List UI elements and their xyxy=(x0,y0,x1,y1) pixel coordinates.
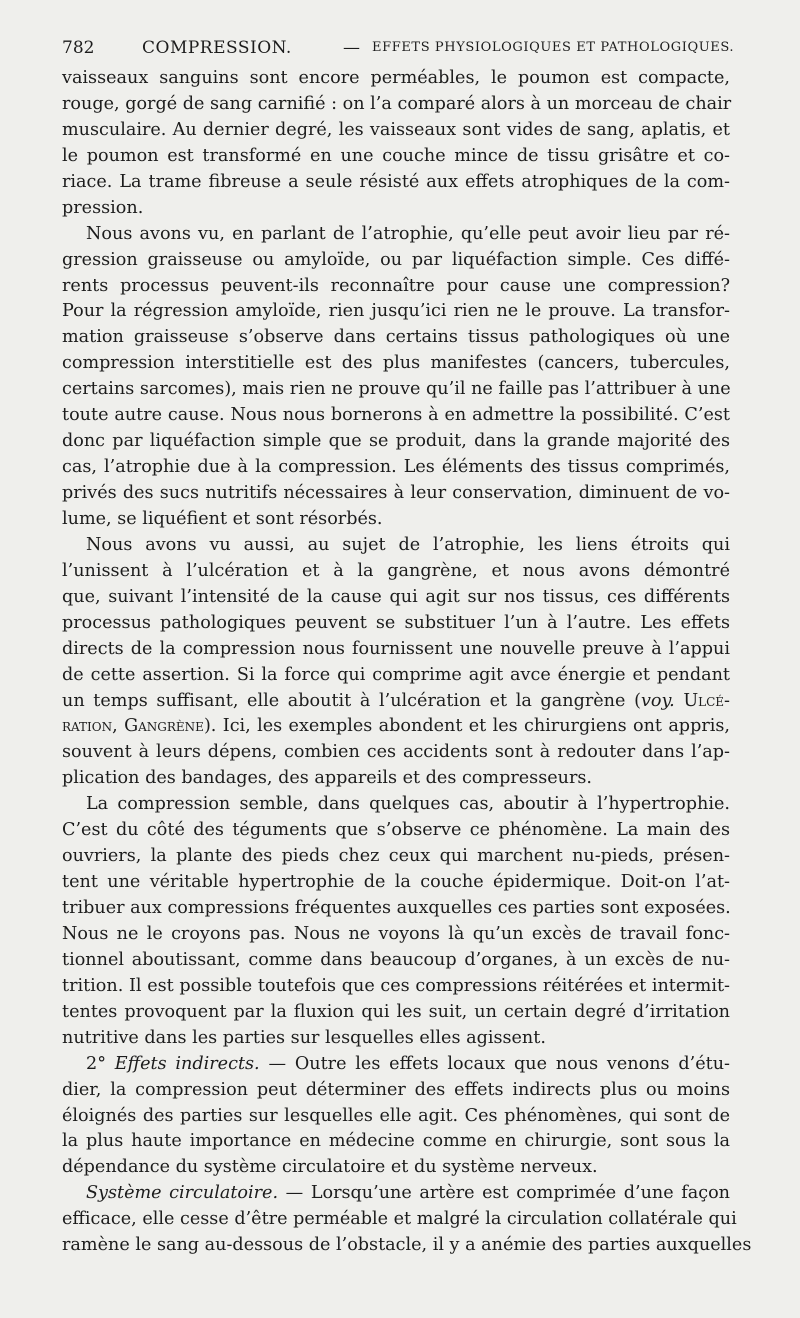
text-line xyxy=(62,637,730,663)
text-line xyxy=(62,714,730,740)
small-caps-text: ration, Gangrène xyxy=(62,716,204,737)
text-line xyxy=(62,559,730,585)
text-line xyxy=(62,377,730,403)
line-text: la plus haute importance en médecine comme en chirurgie, sont sous la xyxy=(62,1131,730,1152)
text-line xyxy=(62,455,730,481)
italic-text: voy. xyxy=(640,690,675,711)
text-line xyxy=(62,1052,730,1078)
line-text: lume, se liquéfient et sont résorbés. xyxy=(62,508,383,529)
line-text: tent une véritable hypertrophie de la couche épidermique. Doit-on l’at- xyxy=(62,872,730,893)
text-line xyxy=(62,325,730,351)
running-title: COMPRESSION. xyxy=(142,38,292,58)
line-text: rents processus peuvent-ils reconnaître pour cause une compression? xyxy=(62,275,730,296)
line-text: dier, la compression peut déterminer des effets indirects plus ou moins xyxy=(62,1079,730,1100)
italic-text: Système circulatoire. xyxy=(86,1183,279,1204)
line-text: un temps suffisant, elle aboutit à l’ulcération et la gangrène ( xyxy=(62,690,641,711)
small-caps-text: Ulcé- xyxy=(674,690,731,711)
line-text: musculaire. Au dernier degré, les vaisseaux sont vides de sang, aplatis, et xyxy=(62,119,730,140)
line-text-tail: — Lorsqu’une artère est comprimée d’une façon xyxy=(278,1183,731,1204)
line-text: La compression semble, dans quelques cas, aboutir à l’hypertrophie. xyxy=(86,794,730,815)
text-line xyxy=(62,351,730,377)
line-text: plication des bandages, des appareils et des compresseurs. xyxy=(62,768,593,789)
line-text-tail: ). Ici, les exemples abondent et les chirurgiens ont appris, xyxy=(203,716,730,737)
line-text: l’unissent à l’ulcération et à la gangrène, et nous avons démontré xyxy=(62,560,730,581)
page-number: 782 xyxy=(62,38,95,58)
line-text: trition. Il est possible toutefois que ces compressions réitérées et intermit- xyxy=(62,975,730,996)
text-line xyxy=(62,403,730,429)
line-text: nutritive dans les parties sur lesquelles elles agissent. xyxy=(62,1027,546,1048)
line-text: pression. xyxy=(62,197,144,218)
text-line xyxy=(62,896,730,922)
text-line xyxy=(62,1129,730,1155)
text-line xyxy=(62,248,730,274)
line-text: privés des sucs nutritifs nécessaires à leur conservation, diminuent de vo- xyxy=(62,483,730,503)
text-line xyxy=(62,429,730,455)
text-line xyxy=(62,740,730,766)
text-line xyxy=(62,274,730,300)
line-text: Nous avons vu, en parlant de l’atrophie, qu’elle peut avoir lieu par ré- xyxy=(86,223,730,244)
text-line xyxy=(62,1104,730,1130)
line-text: mation graisseuse s’observe dans certains tissus pathologiques où une xyxy=(62,327,730,348)
line-text: gression graisseuse ou amyloïde, ou par liquéfaction simple. Ces diffé- xyxy=(62,249,730,270)
line-text: certains sarcomes), mais rien ne prouve qu’il ne faille pas l’attribuer à une xyxy=(62,379,731,400)
line-text: C’est du côté des téguments que s’observe ce phénomène. La main des xyxy=(62,820,730,841)
text-line xyxy=(62,481,730,507)
text-line xyxy=(62,818,730,844)
line-text: Nous avons vu aussi, au sujet de l’atrophie, les liens étroits qui xyxy=(86,534,730,555)
text-line xyxy=(62,222,730,248)
line-text: compression interstitielle est des plus manifestes (cancers, tubercules, xyxy=(62,353,730,374)
text-line xyxy=(62,974,730,1000)
text-line xyxy=(62,1000,730,1026)
line-text: 2° xyxy=(86,1053,115,1074)
text-line xyxy=(62,299,730,325)
line-text: le poumon est transformé en une couche mince de tissu grisâtre et co- xyxy=(62,145,730,166)
running-subtitle: EFFETS PHYSIOLOGIQUES ET PATHOLOGIQUES. xyxy=(372,40,735,55)
text-line xyxy=(62,1181,730,1207)
line-text: directs de la compression nous fournissent une nouvelle preuve à l’appui xyxy=(62,638,730,659)
line-text: tribuer aux compressions fréquentes auxquelles ces parties sont exposées. xyxy=(62,898,731,918)
line-text: Nous ne le croyons pas. Nous ne voyons là qu’un excès de travail fonc- xyxy=(62,923,730,944)
line-text: processus pathologiques peuvent se substituer l’un à l’autre. Les effets xyxy=(62,612,730,633)
text-line xyxy=(62,1026,730,1052)
line-text-tail: — Outre les effets locaux que nous venons d’étu- xyxy=(259,1053,730,1074)
text-line xyxy=(62,611,730,637)
text-line xyxy=(62,533,730,559)
text-line xyxy=(62,689,730,715)
line-text: éloignés des parties sur lesquelles elle agit. Ces phénomènes, qui sont de xyxy=(62,1105,730,1126)
line-text: de cette assertion. Si la force qui comprime agit avce énergie et pendant xyxy=(62,664,730,685)
line-text: que, suivant l’intensité de la cause qui agit sur nos tissus, ces différents xyxy=(62,586,730,607)
line-text: ouvriers, la plante des pieds chez ceux qui marchent nu-pieds, présen- xyxy=(62,846,730,867)
header-dash: — xyxy=(343,38,360,58)
text-line xyxy=(62,1233,752,1259)
line-text: vaisseaux sanguins sont encore perméables, le poumon est compacte, xyxy=(62,68,730,88)
line-text: dépendance du système circulatoire et du système nerveux. xyxy=(62,1157,598,1178)
text-line xyxy=(62,766,730,792)
line-text: ramène le sang au-dessous de l’obstacle, il y a anémie des parties auxquelles xyxy=(62,1235,752,1256)
text-line xyxy=(62,844,730,870)
line-text: toute autre cause. Nous nous bornerons à en admettre la possibilité. C’est xyxy=(62,405,730,426)
line-text: tentes provoquent par la fluxion qui les suit, un certain degré d’irritation xyxy=(62,1001,730,1022)
text-line xyxy=(62,196,730,222)
text-line xyxy=(62,92,730,118)
line-text: riace. La trame fibreuse a seule résisté aux effets atrophiques de la com- xyxy=(62,171,730,192)
text-line xyxy=(62,118,730,144)
italic-text: Effets indirects. xyxy=(114,1053,260,1074)
text-line xyxy=(62,1207,737,1233)
running-header xyxy=(62,34,735,62)
line-text: Pour la régression amyloïde, rien jusqu’ici rien ne le prouve. La transfor- xyxy=(62,301,730,322)
body-text xyxy=(62,66,752,1259)
line-text: souvent à leurs dépens, combien ces accidents sont à redouter dans l’ap- xyxy=(62,742,730,763)
line-text: rouge, gorgé de sang carnifié : on l’a comparé alors à un morceau de chair xyxy=(62,93,732,114)
text-line xyxy=(62,585,730,611)
text-line xyxy=(62,144,730,170)
text-line xyxy=(62,792,730,818)
text-line xyxy=(62,1155,730,1181)
line-text: cas, l’atrophie due à la compression. Les éléments des tissus comprimés, xyxy=(62,457,730,478)
line-text: efficace, elle cesse d’être perméable et malgré la circulation collatérale qui xyxy=(62,1209,737,1230)
text-line xyxy=(62,663,730,689)
line-text: tionnel aboutissant, comme dans beaucoup d’organes, à un excès de nu- xyxy=(62,949,730,970)
text-line xyxy=(62,870,730,896)
text-line xyxy=(62,922,730,948)
text-line xyxy=(62,948,730,974)
text-line xyxy=(62,66,730,92)
text-line xyxy=(62,170,730,196)
text-line xyxy=(62,1078,730,1104)
text-line xyxy=(62,507,730,533)
line-text: donc par liquéfaction simple que se produit, dans la grande majorité des xyxy=(62,431,730,452)
